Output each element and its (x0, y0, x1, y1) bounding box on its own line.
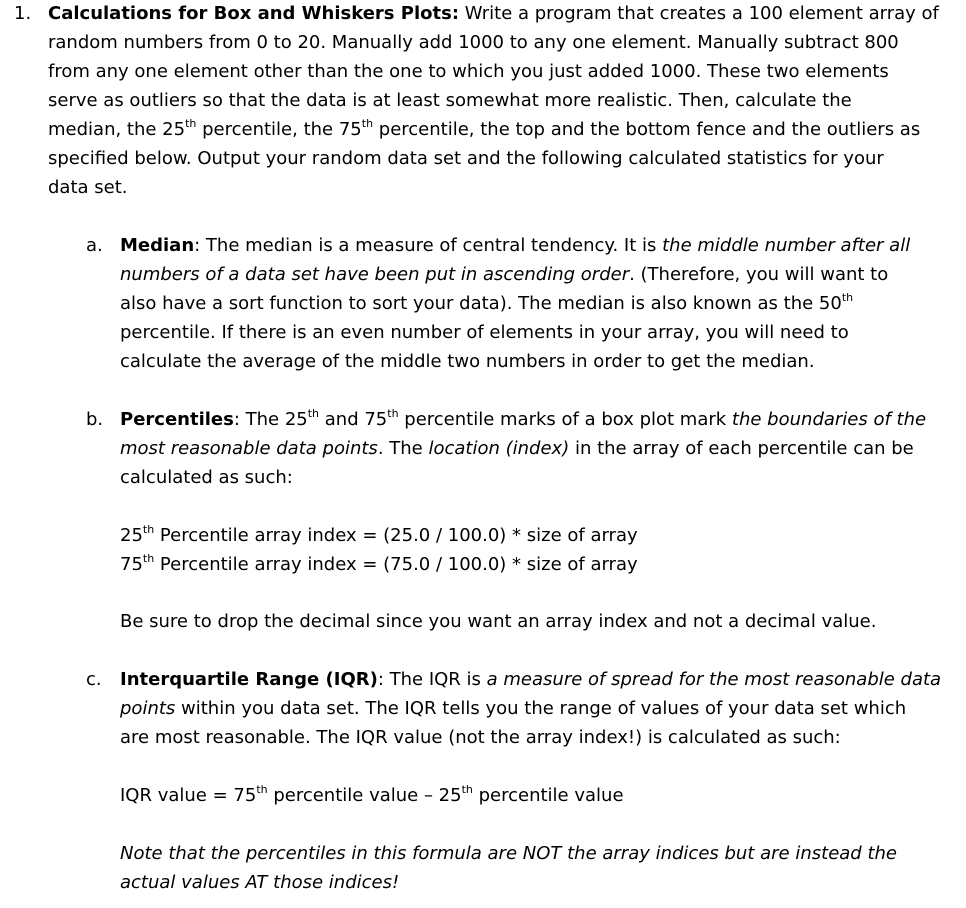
intro-line-2: random numbers from 0 to 20. Manually add 1000 to any one element. Manually subtract 800 (48, 32, 899, 53)
intro-line-7: data set. (48, 177, 128, 198)
formula-75th-index: 75th Percentile array index = (75.0 / 100.0) * size of array (120, 552, 638, 575)
item-c-line-3: are most reasonable. The IQR value (not the array index!) is calculated as such: (120, 727, 841, 748)
item-b-line-2: most reasonable data points. The location (index) in the array of each percentile can be (120, 438, 914, 459)
item-b-line-1: Percentiles: The 25th and 75th percentile marks of a box plot mark the boundaries of the (120, 407, 927, 430)
iqr-note-line-2: actual values AT those indices! (120, 872, 400, 893)
item-b-line-3: calculated as such: (120, 467, 293, 488)
item-a-line-5: calculate the average of the middle two numbers in order to get the median. (120, 351, 815, 372)
item-b-marker: b. (86, 409, 104, 430)
item-a-line-3: also have a sort function to sort your data). The median is also known as the 50th (120, 291, 854, 314)
intro-text: Write a program that creates a 100 element array of (459, 3, 939, 24)
drop-decimal-note: Be sure to drop the decimal since you want an array index and not a decimal value. (120, 611, 877, 632)
iqr-term: Interquartile Range (IQR) (120, 669, 378, 690)
item-a-line-1: Median: The median is a measure of central tendency. It is the middle number after all (120, 235, 911, 256)
item-a-line-2: numbers of a data set have been put in ascending order. (Therefore, you will want to (120, 264, 889, 285)
question-title: Calculations for Box and Whiskers Plots: (48, 3, 460, 24)
intro-line-1 (48, 3, 939, 25)
item-c-marker: c. (86, 669, 102, 690)
intro-line-4: serve as outliers so that the data is at least somewhat more realistic. Then, calculate the (48, 90, 852, 111)
formula-25th-index: 25th Percentile array index = (25.0 / 100.0) * size of array (120, 523, 638, 546)
question-number: 1. (14, 3, 32, 24)
item-a-line-4: percentile. If there is an even number of elements in your array, you will need to (120, 322, 849, 343)
intro-line-6: specified below. Output your random data set and the following calculated statistics for your (48, 148, 884, 169)
item-a-marker: a. (86, 235, 103, 256)
intro-line-5: median, the 25th percentile, the 75th percentile, the top and the bottom fence and the outliers as (48, 117, 921, 140)
item-c-line-2: points within you data set. The IQR tells you the range of values of your data set which (120, 698, 907, 719)
median-term: Median (120, 235, 195, 256)
intro-line-3: from any one element other than the one to which you just added 1000. These two elements (48, 61, 889, 82)
item-c-line-1: Interquartile Range (IQR): The IQR is a measure of spread for the most reasonable data (120, 669, 942, 690)
formula-iqr: IQR value = 75th percentile value – 25th percentile value (120, 783, 624, 806)
iqr-note-line-1: Note that the percentiles in this formula are NOT the array indices but are instead the (120, 843, 897, 864)
percentiles-term: Percentiles (120, 409, 234, 430)
